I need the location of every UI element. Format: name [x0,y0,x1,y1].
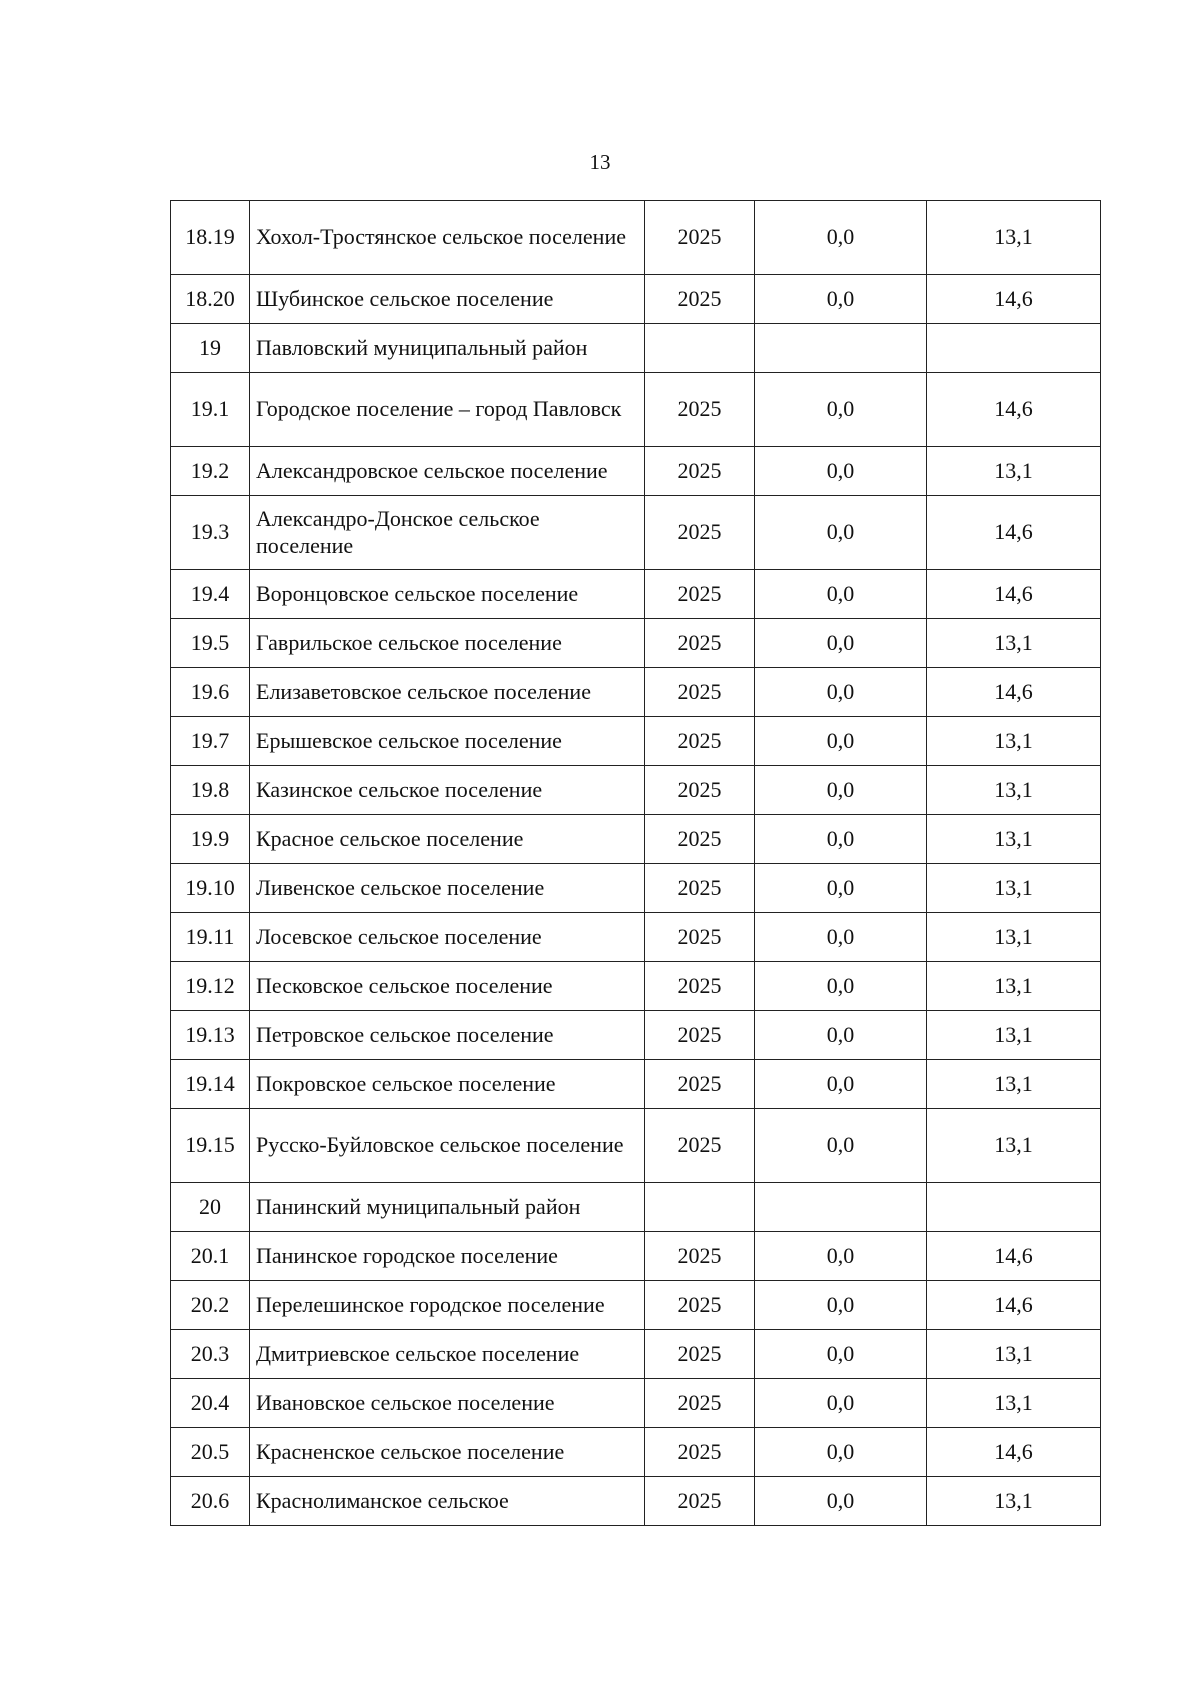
year-cell: 2025 [645,1011,755,1060]
value-1-cell: 0,0 [755,496,927,570]
year-cell: 2025 [645,668,755,717]
year-cell [645,324,755,373]
row-number-cell: 20.4 [171,1379,250,1428]
value-2-cell: 14,6 [927,668,1101,717]
year-cell: 2025 [645,815,755,864]
table-row [171,1281,1101,1330]
row-number-cell: 19.6 [171,668,250,717]
value-1-cell: 0,0 [755,619,927,668]
year-cell: 2025 [645,1281,755,1330]
row-number-cell: 20.2 [171,1281,250,1330]
settlement-name-cell: Перелешинское городское поселение [250,1281,645,1330]
row-number-cell: 19.9 [171,815,250,864]
value-1-cell: 0,0 [755,373,927,447]
row-number-cell: 20.1 [171,1232,250,1281]
table-row [171,201,1101,275]
table-row [171,1232,1101,1281]
value-2-cell: 13,1 [927,913,1101,962]
settlement-name-cell: Панинский муниципальный район [250,1183,645,1232]
year-cell: 2025 [645,1379,755,1428]
settlement-name-cell: Хохол-Тростянское сельское поселение [250,201,645,275]
value-2-cell: 13,1 [927,1477,1101,1526]
year-cell: 2025 [645,447,755,496]
row-number-cell: 19.8 [171,766,250,815]
value-2-cell: 13,1 [927,1379,1101,1428]
value-1-cell [755,1183,927,1232]
year-cell: 2025 [645,373,755,447]
value-2-cell: 13,1 [927,815,1101,864]
settlements-table [170,200,1101,1526]
value-2-cell: 13,1 [927,201,1101,275]
row-number-cell: 19.2 [171,447,250,496]
table-row [171,668,1101,717]
value-2-cell: 13,1 [927,717,1101,766]
year-cell: 2025 [645,1428,755,1477]
table-row [171,619,1101,668]
value-2-cell: 13,1 [927,766,1101,815]
value-1-cell: 0,0 [755,570,927,619]
table-row [171,1183,1101,1232]
table-row [171,962,1101,1011]
table-row [171,766,1101,815]
value-2-cell: 13,1 [927,1330,1101,1379]
value-1-cell: 0,0 [755,201,927,275]
year-cell: 2025 [645,570,755,619]
row-number-cell: 19.10 [171,864,250,913]
row-number-cell: 19.13 [171,1011,250,1060]
row-number-cell: 20.3 [171,1330,250,1379]
table-row [171,1060,1101,1109]
value-2-cell: 13,1 [927,1011,1101,1060]
value-2-cell: 13,1 [927,864,1101,913]
value-1-cell: 0,0 [755,447,927,496]
value-1-cell: 0,0 [755,668,927,717]
value-2-cell: 14,6 [927,570,1101,619]
settlement-name-cell: Александровское сельское поселение [250,447,645,496]
row-number-cell: 18.19 [171,201,250,275]
table-row [171,324,1101,373]
table-row [171,1109,1101,1183]
year-cell: 2025 [645,717,755,766]
table-row [171,864,1101,913]
table-row [171,496,1101,570]
settlement-name-cell: Красненское сельское поселение [250,1428,645,1477]
value-1-cell: 0,0 [755,962,927,1011]
settlement-name-cell: Гаврильское сельское поселение [250,619,645,668]
year-cell: 2025 [645,962,755,1011]
year-cell: 2025 [645,1477,755,1526]
table-row [171,373,1101,447]
value-1-cell: 0,0 [755,913,927,962]
settlement-name-cell: Елизаветовское сельское поселение [250,668,645,717]
table-row [171,447,1101,496]
settlement-name-cell: Краснолиманское сельское [250,1477,645,1526]
value-1-cell: 0,0 [755,1011,927,1060]
row-number-cell: 20.6 [171,1477,250,1526]
value-2-cell: 13,1 [927,447,1101,496]
value-2-cell: 14,6 [927,1281,1101,1330]
value-1-cell: 0,0 [755,1379,927,1428]
settlement-name-cell: Дмитриевское сельское поселение [250,1330,645,1379]
table-row [171,815,1101,864]
value-2-cell: 14,6 [927,373,1101,447]
value-1-cell: 0,0 [755,1281,927,1330]
settlement-name-cell: Лосевское сельское поселение [250,913,645,962]
table-row [171,275,1101,324]
row-number-cell: 20 [171,1183,250,1232]
value-1-cell: 0,0 [755,815,927,864]
year-cell: 2025 [645,864,755,913]
settlement-name-cell: Русско-Буйловское сельское поселение [250,1109,645,1183]
value-1-cell: 0,0 [755,1109,927,1183]
value-2-cell: 14,6 [927,1428,1101,1477]
value-1-cell: 0,0 [755,1330,927,1379]
settlement-name-cell: Ерышевское сельское поселение [250,717,645,766]
value-1-cell: 0,0 [755,1232,927,1281]
year-cell: 2025 [645,913,755,962]
row-number-cell: 19 [171,324,250,373]
value-2-cell: 13,1 [927,1060,1101,1109]
value-1-cell: 0,0 [755,1428,927,1477]
settlement-name-cell: Городское поселение – город Павловск [250,373,645,447]
table-row [171,913,1101,962]
settlement-name-cell: Покровское сельское поселение [250,1060,645,1109]
table-row [171,570,1101,619]
table-row [171,1011,1101,1060]
settlement-name-cell: Ивановское сельское поселение [250,1379,645,1428]
year-cell: 2025 [645,1109,755,1183]
value-2-cell [927,324,1101,373]
value-2-cell: 13,1 [927,619,1101,668]
value-2-cell: 14,6 [927,275,1101,324]
value-1-cell: 0,0 [755,864,927,913]
year-cell: 2025 [645,1232,755,1281]
row-number-cell: 19.5 [171,619,250,668]
value-2-cell [927,1183,1101,1232]
row-number-cell: 19.1 [171,373,250,447]
year-cell: 2025 [645,275,755,324]
year-cell: 2025 [645,619,755,668]
settlement-name-cell: Петровское сельское поселение [250,1011,645,1060]
row-number-cell: 18.20 [171,275,250,324]
row-number-cell: 19.12 [171,962,250,1011]
settlement-name-cell: Казинское сельское поселение [250,766,645,815]
value-1-cell: 0,0 [755,1060,927,1109]
settlement-name-cell: Александро-Донское сельское поселение [250,496,645,570]
value-1-cell [755,324,927,373]
settlement-name-cell: Ливенское сельское поселение [250,864,645,913]
year-cell: 2025 [645,1060,755,1109]
settlement-name-cell: Павловский муниципальный район [250,324,645,373]
page-number: 13 [589,150,611,174]
value-2-cell: 14,6 [927,1232,1101,1281]
row-number-cell: 19.3 [171,496,250,570]
table-row [171,717,1101,766]
row-number-cell: 19.11 [171,913,250,962]
value-2-cell: 13,1 [927,1109,1101,1183]
row-number-cell: 19.4 [171,570,250,619]
year-cell: 2025 [645,766,755,815]
row-number-cell: 19.14 [171,1060,250,1109]
value-1-cell: 0,0 [755,1477,927,1526]
row-number-cell: 19.7 [171,717,250,766]
value-1-cell: 0,0 [755,717,927,766]
table-row [171,1428,1101,1477]
table-row [171,1330,1101,1379]
table-body [171,201,1101,1526]
table-row [171,1379,1101,1428]
row-number-cell: 19.15 [171,1109,250,1183]
value-2-cell: 14,6 [927,496,1101,570]
value-1-cell: 0,0 [755,275,927,324]
year-cell: 2025 [645,201,755,275]
value-2-cell: 13,1 [927,962,1101,1011]
settlement-name-cell: Шубинское сельское поселение [250,275,645,324]
year-cell [645,1183,755,1232]
settlement-name-cell: Воронцовское сельское поселение [250,570,645,619]
settlement-name-cell: Песковское сельское поселение [250,962,645,1011]
table-row [171,1477,1101,1526]
value-1-cell: 0,0 [755,766,927,815]
settlement-name-cell: Красное сельское поселение [250,815,645,864]
year-cell: 2025 [645,1330,755,1379]
year-cell: 2025 [645,496,755,570]
row-number-cell: 20.5 [171,1428,250,1477]
settlement-name-cell: Панинское городское поселение [250,1232,645,1281]
